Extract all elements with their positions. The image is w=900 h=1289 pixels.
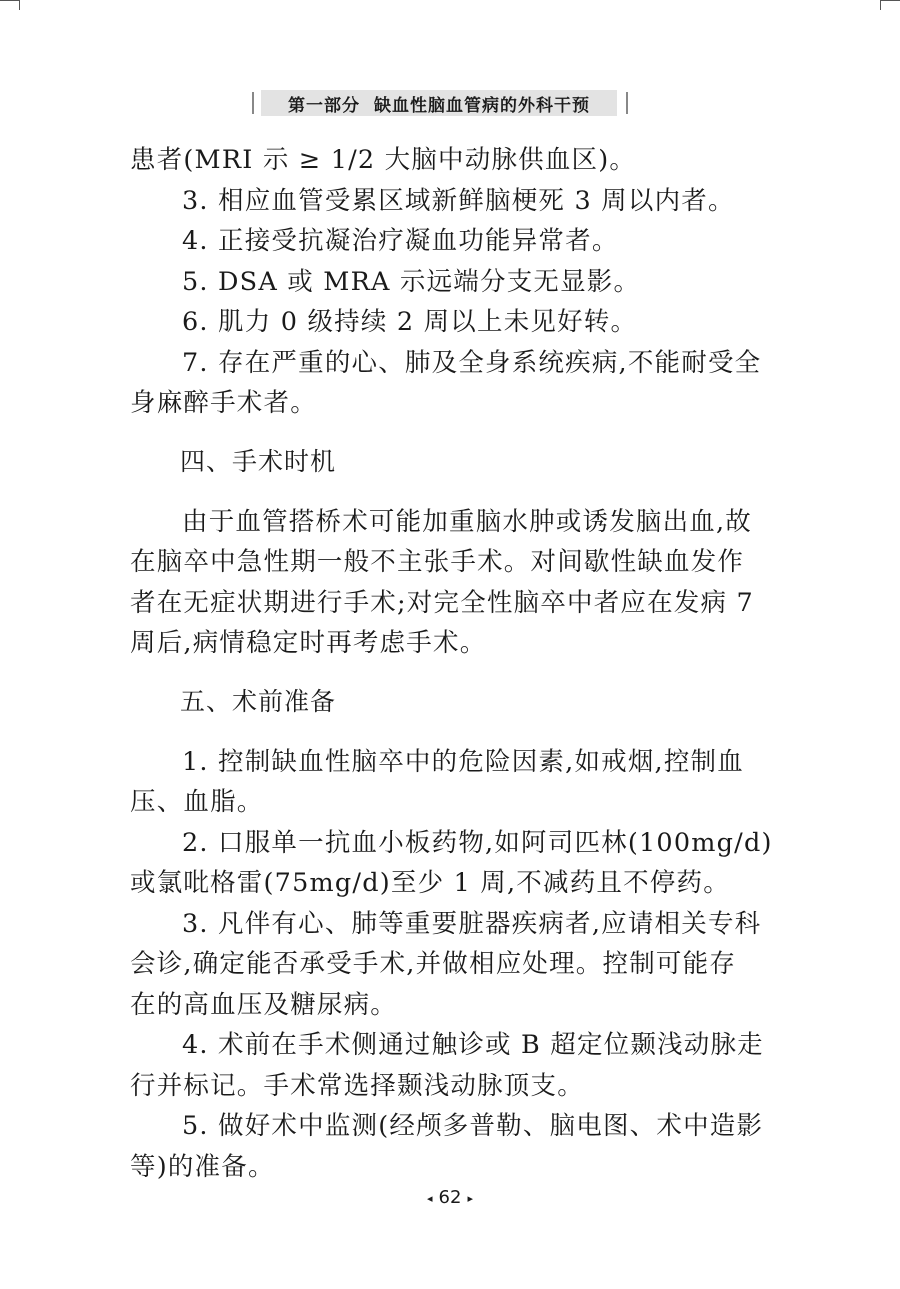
header-divider-left — [252, 92, 254, 114]
list-item-2-cont: 或氯吡格雷(75mg/d)至少 1 周,不减药且不停药。 — [130, 868, 730, 898]
crop-mark-top-right-v — [880, 0, 881, 10]
list-item-7: 7. 存在严重的心、肺及全身系统疾病,不能耐受全 — [182, 347, 762, 378]
body-line: 患者(MRI 示 ≥ 1/2 大脑中动脉供血区)。 — [130, 145, 637, 175]
list-item-4-cont: 行并标记。手术常选择颞浅动脉顶支。 — [130, 1070, 584, 1101]
paragraph-line: 由于血管搭桥术可能加重脑水肿或诱发脑出血,故 — [182, 506, 753, 537]
paragraph-line: 周后,病情稳定时再考虑手术。 — [130, 628, 487, 658]
list-item-1: 1. 控制缺血性脑卒中的危险因素,如戒烟,控制血 — [182, 746, 744, 777]
page-body — [130, 140, 773, 1187]
list-item-5-cont: 等)的准备。 — [130, 1151, 275, 1182]
crop-mark-top-right — [880, 0, 900, 1]
right-triangle-icon: ▸ — [467, 1191, 473, 1205]
header-chapter-title: 缺血性脑血管病的外科干预 — [374, 95, 590, 116]
list-item-6: 6. 肌力 0 级持续 2 周以上未见好转。 — [182, 307, 638, 337]
page-number — [0, 1187, 900, 1208]
list-item-4: 4. 正接受抗凝治疗凝血功能异常者。 — [182, 226, 619, 256]
list-item-2: 2. 口服单一抗血小板药物,如阿司匹林(100mg/d) — [182, 827, 773, 858]
crop-mark-top-left-v — [19, 0, 20, 10]
section-heading-preop-preparation: 五、术前准备 — [180, 686, 337, 716]
running-header — [261, 90, 617, 116]
crop-mark-top-left — [0, 0, 20, 1]
list-item-3-cont: 会诊,确定能否承受手术,并做相应处理。控制可能存 — [130, 949, 737, 979]
list-item-3: 3. 凡伴有心、肺等重要脏器疾病者,应请相关专科 — [182, 908, 762, 939]
section-heading-surgery-timing: 四、手术时机 — [180, 446, 337, 476]
list-item-3: 3. 相应血管受累区域新鲜脑梗死 3 周以内者。 — [182, 185, 735, 216]
page-number-value: 62 — [438, 1187, 462, 1208]
list-item-5: 5. 做好术中监测(经颅多普勒、脑电图、术中造影 — [182, 1111, 764, 1141]
header-part-label: 第一部分 — [288, 95, 360, 116]
paragraph-line: 者在无症状期进行手术;对完全性脑卒中者应在发病 7 — [130, 587, 754, 618]
header-divider-right — [626, 92, 628, 114]
list-item-7-cont: 身麻醉手术者。 — [130, 388, 317, 418]
list-item-4: 4. 术前在手术侧通过触诊或 B 超定位颞浅动脉走 — [182, 1030, 764, 1060]
list-item-5: 5. DSA 或 MRA 示远端分支无显影。 — [182, 266, 641, 297]
list-item-3-cont: 在的高血压及糖尿病。 — [130, 989, 398, 1020]
left-triangle-icon: ◂ — [427, 1191, 433, 1205]
list-item-1-cont: 压、血脂。 — [130, 787, 264, 817]
paragraph-line: 在脑卒中急性期一般不主张手术。对间歇性缺血发作 — [130, 547, 745, 577]
